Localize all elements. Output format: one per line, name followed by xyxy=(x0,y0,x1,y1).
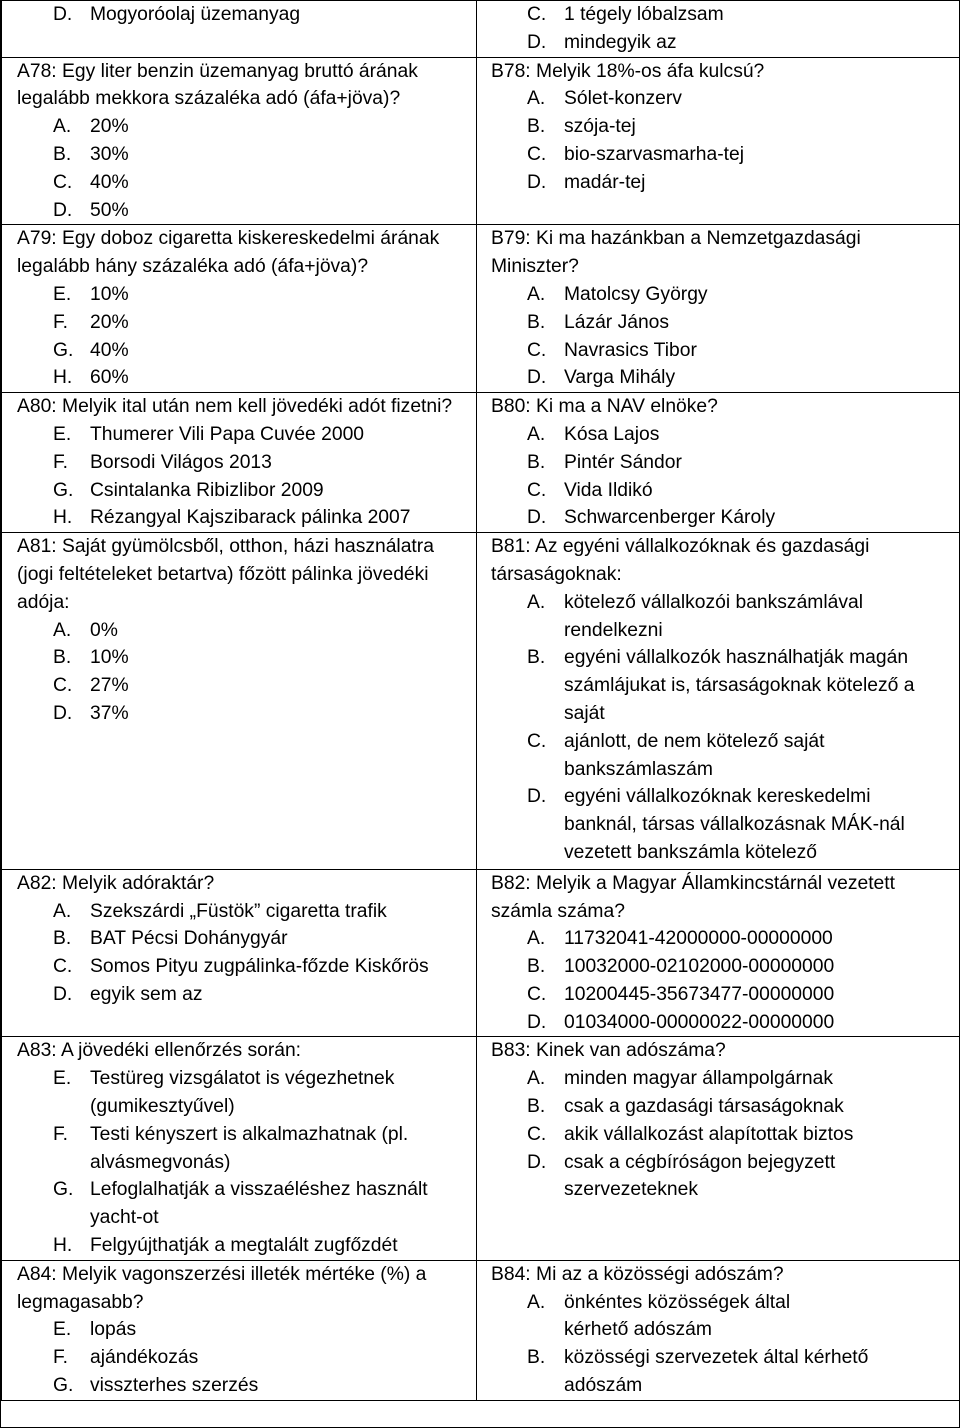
option xyxy=(527,337,952,365)
option-text: Lefoglalhatják a visszaéléshez használt yacht-ot xyxy=(90,1179,428,1229)
option xyxy=(53,981,468,1009)
option-text: 01034000-00000022-00000000 xyxy=(564,1011,835,1033)
option-text: 10032000-02102000-00000000 xyxy=(564,956,835,978)
option xyxy=(527,728,952,784)
option xyxy=(53,644,468,672)
option-text: közösségi szervezetek által kérhető adószám xyxy=(564,1347,869,1397)
option-letter: A. xyxy=(53,619,72,641)
option-letter: B. xyxy=(527,956,546,978)
option-letter: D. xyxy=(527,31,547,53)
option xyxy=(53,1065,468,1121)
option xyxy=(53,1316,468,1344)
option-letter: A. xyxy=(527,423,546,445)
question-text: A84: Melyik vagonszerzési illeték mértéke (%) a legmagasabb? xyxy=(17,1263,427,1313)
option xyxy=(527,504,952,532)
option-text: visszterhes szerzés xyxy=(90,1375,259,1397)
option-letter: B. xyxy=(527,451,546,473)
option xyxy=(527,589,952,645)
option-letter: D. xyxy=(527,367,547,389)
option-text: Vida Ildikó xyxy=(564,479,653,501)
option xyxy=(527,29,952,57)
question-text: B79: Ki ma hazánkban a Nemzetgazdasági Miniszter? xyxy=(491,228,861,278)
option-letter: B. xyxy=(527,1347,546,1369)
option-letter: F. xyxy=(53,1347,68,1369)
option xyxy=(53,169,468,197)
option-text: 1 tégely lóbalzsam xyxy=(564,4,724,25)
option xyxy=(53,1344,468,1372)
option-letter: D. xyxy=(53,4,73,25)
option-letter: H. xyxy=(53,1235,73,1257)
option-text: 37% xyxy=(90,702,129,724)
option xyxy=(53,1232,468,1260)
option-letter: E. xyxy=(53,283,72,305)
option-letter: B. xyxy=(53,647,72,669)
option-letter: D. xyxy=(527,1011,547,1033)
option xyxy=(527,953,952,981)
option xyxy=(53,421,468,449)
option-text: Lázár János xyxy=(564,311,670,333)
option xyxy=(527,449,952,477)
option xyxy=(527,477,952,505)
option xyxy=(527,309,952,337)
option-text: 10% xyxy=(90,647,129,669)
option-text: 20% xyxy=(90,116,129,138)
option-text: Felgyújthatják a megtalált zugfőzdét xyxy=(90,1235,398,1257)
question-text: B84: Mi az a közösségi adószám? xyxy=(491,1263,784,1285)
option xyxy=(527,141,952,169)
option-text: 10% xyxy=(90,283,129,305)
option-text: 40% xyxy=(90,171,129,193)
option-letter: A. xyxy=(53,116,72,138)
option-text: Rézangyal Kajszibarack pálinka 2007 xyxy=(90,507,411,529)
option-text: 11732041-42000000-00000000 xyxy=(564,928,833,950)
option xyxy=(527,1065,952,1093)
table-row xyxy=(2,1037,960,1260)
option-letter: B. xyxy=(527,647,546,669)
option-letter: A. xyxy=(527,928,546,950)
option-text: Matolcsy György xyxy=(564,283,708,305)
option xyxy=(527,925,952,953)
option xyxy=(527,981,952,1009)
option xyxy=(527,1009,952,1037)
option xyxy=(527,1093,952,1121)
option-letter: G. xyxy=(53,1375,74,1397)
option-text: bio-szarvasmarha-tej xyxy=(564,143,745,165)
option xyxy=(53,504,468,532)
option xyxy=(53,449,468,477)
option-letter: E. xyxy=(53,1319,72,1341)
option-text: Sólet-konzerv xyxy=(564,88,682,110)
option-text: egyik sem az xyxy=(90,983,203,1005)
option-letter: D. xyxy=(527,171,547,193)
option-text: Schwarcenberger Károly xyxy=(564,507,776,529)
option-text: Mogyoróolaj üzemanyag xyxy=(90,4,301,25)
left-cell xyxy=(2,1260,477,1400)
option-text: Csintalanka Ribizlibor 2009 xyxy=(90,479,324,501)
option xyxy=(527,113,952,141)
right-cell xyxy=(477,1260,960,1400)
option-letter: C. xyxy=(527,730,547,752)
option xyxy=(53,1121,468,1177)
option xyxy=(527,1,952,29)
option-letter: G. xyxy=(53,339,74,361)
option-letter: A. xyxy=(527,591,546,613)
option-letter: F. xyxy=(53,451,68,473)
option xyxy=(53,364,468,392)
option-letter: F. xyxy=(53,311,68,333)
option-letter: E. xyxy=(53,1068,72,1090)
option-text: csak a gazdasági társaságoknak xyxy=(564,1096,844,1118)
option-letter: G. xyxy=(53,1179,74,1201)
option-text: Thumerer Vili Papa Cuvée 2000 xyxy=(90,423,365,445)
option-letter: D. xyxy=(53,199,73,221)
option xyxy=(53,1,468,29)
option-letter: B. xyxy=(527,311,546,333)
right-cell xyxy=(477,57,960,225)
option xyxy=(53,700,468,728)
option-letter: H. xyxy=(53,507,73,529)
option-letter: C. xyxy=(527,1123,547,1145)
option-text: Testi kényszert is alkalmazhatnak (pl. alvásmegvonás) xyxy=(90,1123,409,1173)
option-text: Kósa Lajos xyxy=(564,423,660,445)
option-letter: A. xyxy=(527,88,546,110)
option xyxy=(527,169,952,197)
question-text: B81: Az egyéni vállalkozóknak és gazdasági társaságoknak: xyxy=(491,536,870,585)
option-text: Testüreg vizsgálatot is végezhetnek (gumikesztyűvel) xyxy=(90,1068,395,1118)
option xyxy=(527,421,952,449)
quiz-table xyxy=(1,0,960,1401)
option-letter: D. xyxy=(527,786,547,808)
option-text: 40% xyxy=(90,339,129,361)
option-text: ajánlott, de nem kötelező saját bankszámlaszám xyxy=(564,730,825,780)
option-text: minden magyar állampolgárnak xyxy=(564,1068,834,1090)
option-text: 10200445-35673477-00000000 xyxy=(564,983,835,1005)
option-letter: C. xyxy=(53,956,73,978)
option-letter: D. xyxy=(527,1151,547,1173)
table-row xyxy=(2,57,960,225)
option-text: 30% xyxy=(90,143,129,165)
option xyxy=(53,672,468,700)
question-text: B78: Melyik 18%-os áfa kulcsú? xyxy=(491,60,765,82)
option-text: Navrasics Tibor xyxy=(564,339,697,361)
option xyxy=(53,477,468,505)
question-text: B82: Melyik a Magyar Államkincstárnál vezetett számla száma? xyxy=(491,872,895,922)
option xyxy=(53,309,468,337)
option-letter: H. xyxy=(53,367,73,389)
left-cell xyxy=(2,225,477,393)
option-text: kötelező vállalkozói bankszámlával rendelkezni xyxy=(564,591,864,641)
option xyxy=(527,783,952,866)
option xyxy=(53,1176,468,1232)
option-letter: C. xyxy=(527,4,547,25)
option xyxy=(527,1121,952,1149)
option-letter: C. xyxy=(53,675,73,697)
option xyxy=(527,1344,952,1400)
option-text: 20% xyxy=(90,311,129,333)
option xyxy=(527,1149,952,1205)
option-letter: F. xyxy=(53,1123,68,1145)
left-cell xyxy=(2,393,477,533)
right-cell xyxy=(477,225,960,393)
question-text: B83: Kinek van adószáma? xyxy=(491,1040,726,1062)
option-letter: A. xyxy=(53,900,72,922)
option-text: egyéni vállalkozóknak kereskedelmi banknál, társas vállalkozásnak MÁK-nál vezetett bankszámla kötelező xyxy=(564,786,905,863)
option-text: mindegyik az xyxy=(564,31,677,53)
question-text: B80: Ki ma a NAV elnöke? xyxy=(491,396,718,418)
left-cell xyxy=(2,869,477,1037)
option-letter: D. xyxy=(53,702,73,724)
table-row xyxy=(2,393,960,533)
question-text: A83: A jövedéki ellenőrzés során: xyxy=(17,1040,302,1062)
option-text: 60% xyxy=(90,367,129,389)
option xyxy=(527,85,952,113)
table-row xyxy=(2,0,960,57)
option-letter: A. xyxy=(527,1068,546,1090)
left-cell xyxy=(2,0,477,57)
option xyxy=(527,281,952,309)
option-text: akik vállalkozást alapítottak biztos xyxy=(564,1123,854,1145)
option-letter: B. xyxy=(53,143,72,165)
option xyxy=(53,1372,468,1400)
option-letter: C. xyxy=(53,171,73,193)
right-cell xyxy=(477,0,960,57)
option-text: BAT Pécsi Dohánygyár xyxy=(90,928,288,950)
option-letter: D. xyxy=(53,983,73,1005)
option-text: szója-tej xyxy=(564,116,636,138)
option-text: Somos Pityu zugpálinka-főzde Kiskőrös xyxy=(90,956,429,978)
option-letter: C. xyxy=(527,143,547,165)
right-cell xyxy=(477,533,960,870)
option xyxy=(53,925,468,953)
option-text: önkéntes közösségek által kérhető adószám xyxy=(564,1291,791,1341)
question-text: A82: Melyik adóraktár? xyxy=(17,872,215,894)
option-letter: A. xyxy=(527,283,546,305)
table-row xyxy=(2,225,960,393)
question-text: A78: Egy liter benzin üzemanyag bruttó árának legalább mekkora százaléka adó (áfa+jöva)? xyxy=(17,60,418,110)
option-letter: B. xyxy=(53,928,72,950)
option xyxy=(527,364,952,392)
option xyxy=(527,644,952,727)
option xyxy=(53,113,468,141)
option xyxy=(53,617,468,645)
option-text: 27% xyxy=(90,675,129,697)
option-letter: D. xyxy=(527,507,547,529)
option-text: Szekszárdi „Füstök” cigaretta trafik xyxy=(90,900,387,922)
right-cell xyxy=(477,1037,960,1260)
option-letter: B. xyxy=(527,1096,546,1118)
option-letter: C. xyxy=(527,339,547,361)
option-text: csak a cégbíróságon bejegyzett szervezeteknek xyxy=(564,1151,836,1201)
option-letter: B. xyxy=(527,116,546,138)
option xyxy=(53,197,468,225)
option xyxy=(53,337,468,365)
option-text: Pintér Sándor xyxy=(564,451,682,473)
option-text: egyéni vállalkozók használhatják magán számlájukat is, társaságoknak kötelező a saját xyxy=(564,647,915,724)
option-letter: C. xyxy=(527,983,547,1005)
option-text: 0% xyxy=(90,619,118,641)
option-text: madár-tej xyxy=(564,171,646,193)
option-letter: E. xyxy=(53,423,72,445)
option xyxy=(53,898,468,926)
option xyxy=(53,281,468,309)
option-letter: A. xyxy=(527,1291,546,1313)
option-text: ajándékozás xyxy=(90,1347,199,1369)
right-cell xyxy=(477,869,960,1037)
option xyxy=(53,953,468,981)
option-text: Borsodi Világos 2013 xyxy=(90,451,272,473)
option-text: Varga Mihály xyxy=(564,367,676,389)
option xyxy=(527,1289,952,1345)
table-row xyxy=(2,533,960,870)
question-text: A80: Melyik ital után nem kell jövedéki adót fizetni? xyxy=(17,396,453,418)
right-cell xyxy=(477,393,960,533)
left-cell xyxy=(2,533,477,870)
option xyxy=(53,141,468,169)
option-text: lopás xyxy=(90,1319,137,1341)
option-letter: C. xyxy=(527,479,547,501)
question-text: A79: Egy doboz cigaretta kiskereskedelmi árának legalább hány százaléka adó (áfa+jöva)? xyxy=(17,228,440,278)
left-cell xyxy=(2,1037,477,1260)
left-cell xyxy=(2,57,477,225)
table-row xyxy=(2,869,960,1037)
question-text: A81: Saját gyümölcsből, otthon, házi használatra (jogi feltételeket betartva) főzött pálinka jövedéki adója: xyxy=(17,536,434,613)
option-text: 50% xyxy=(90,199,129,221)
table-row xyxy=(2,1260,960,1400)
option-letter: G. xyxy=(53,479,74,501)
